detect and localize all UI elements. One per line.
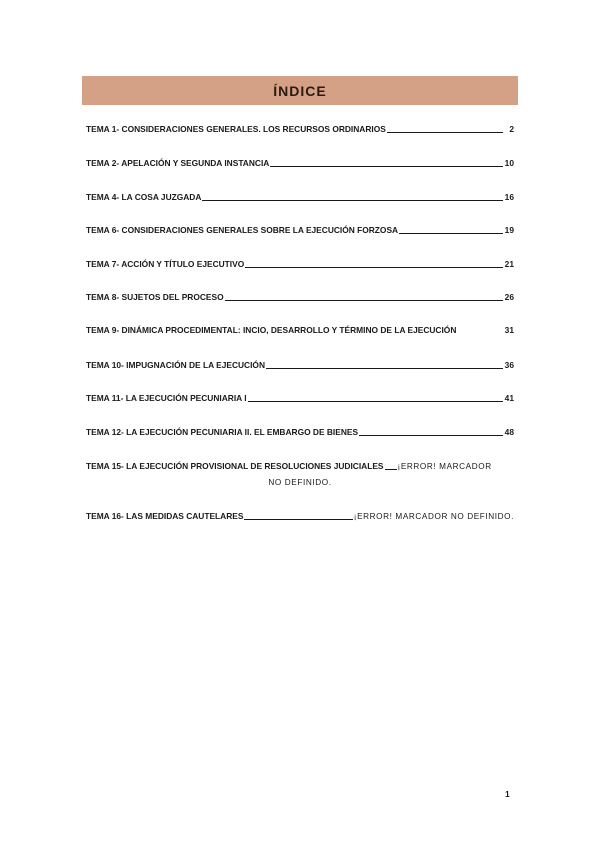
toc-entry-label: TEMA 16- LAS MEDIDAS CAUTELARES (86, 511, 244, 521)
toc-leader (225, 300, 503, 301)
toc-entry[interactable] (86, 225, 514, 236)
toc-entry[interactable] (86, 192, 514, 203)
toc-leader (359, 435, 503, 436)
toc-leader (270, 166, 503, 167)
toc-entry[interactable] (86, 427, 514, 438)
toc-entry-page: 36 (504, 360, 514, 370)
toc-entry-label: TEMA 11- LA EJECUCIÓN PECUNIARIA I (86, 393, 247, 403)
toc-entry[interactable] (86, 259, 514, 270)
toc-entry-error-continued: NO DEFINIDO. (268, 478, 332, 487)
toc-leader (244, 519, 352, 520)
toc-entry[interactable] (86, 393, 514, 404)
toc-entry-label: TEMA 8- SUJETOS DEL PROCESO (86, 292, 224, 302)
toc-leader (385, 469, 397, 470)
toc-leader (399, 233, 503, 234)
toc-entry[interactable] (86, 158, 514, 169)
toc-entry-page: 26 (504, 292, 514, 302)
index-title-bar (82, 76, 518, 105)
toc-entry-page: 16 (504, 192, 514, 202)
index-title: ÍNDICE (273, 82, 327, 99)
toc-entry-label: TEMA 10- IMPUGNACIÓN DE LA EJECUCIÓN (86, 360, 265, 370)
toc-entry[interactable] (86, 360, 514, 371)
toc-leader (248, 401, 503, 402)
toc-entry-page: 2 (509, 124, 514, 134)
toc-entry[interactable] (86, 292, 514, 303)
toc-entry[interactable] (86, 511, 514, 522)
toc-entry[interactable] (86, 325, 514, 336)
toc-entry-page: 19 (504, 225, 514, 235)
toc-entry-label: TEMA 9- DINÁMICA PROCEDIMENTAL: INCIO, DESARROLLO Y TÉRMINO DE LA EJECUCIÓN (86, 325, 457, 335)
toc-entry-label: TEMA 12- LA EJECUCIÓN PECUNIARIA II. EL EMBARGO DE BIENES (86, 427, 359, 437)
toc-entry-label: TEMA 6- CONSIDERACIONES GENERALES SOBRE LA EJECUCIÓN FORZOSA (86, 225, 399, 235)
toc-entry-page: 48 (504, 427, 514, 437)
toc-leader (387, 132, 503, 133)
page-number: 1 (505, 789, 510, 799)
toc-leader (457, 333, 503, 334)
toc-entry-label: TEMA 4- LA COSA JUZGADA (86, 192, 202, 202)
toc-entry[interactable] (86, 124, 514, 135)
toc-entry-page: 31 (504, 325, 514, 335)
toc-entry-error: ¡ERROR! MARCADOR (397, 462, 492, 471)
toc-entry-error: ¡ERROR! MARCADOR NO DEFINIDO. (353, 512, 514, 521)
toc-entry-page: 10 (504, 158, 514, 168)
toc-leader (266, 368, 503, 369)
toc-entry-label: TEMA 1- CONSIDERACIONES GENERALES. LOS RECURSOS ORDINARIOS (86, 124, 386, 134)
toc-entry[interactable] (86, 461, 514, 472)
toc-leader (202, 200, 503, 201)
toc-entry-label: TEMA 15- LA EJECUCIÓN PROVISIONAL DE RESOLUCIONES JUDICIALES (86, 461, 384, 471)
toc-entry-page: 41 (504, 393, 514, 403)
toc-entry-page: 21 (504, 259, 514, 269)
toc-leader (245, 267, 503, 268)
toc-entry-label: TEMA 2- APELACIÓN Y SEGUNDA INSTANCIA (86, 158, 270, 168)
toc-entry-label: TEMA 7- ACCIÓN Y TÍTULO EJECUTIVO (86, 259, 245, 269)
